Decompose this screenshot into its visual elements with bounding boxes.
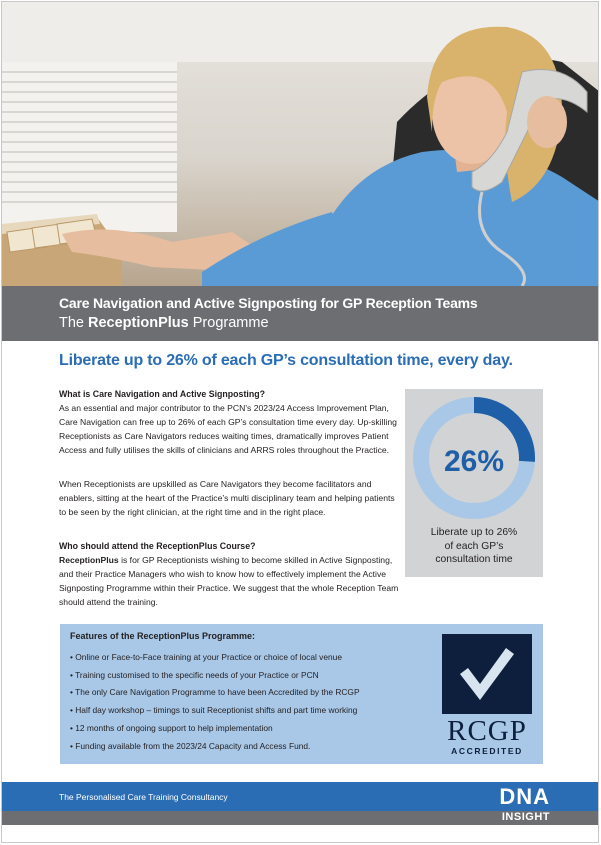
title-band [2,286,599,341]
subtitle-suffix: Programme [188,315,269,331]
features-box [60,624,543,764]
main-title: Care Navigation and Active Signposting for GP Reception Teams [59,295,478,311]
rcgp-accredited-text: ACCREDITED [451,746,523,756]
features-list [70,649,360,755]
subtitle-prefix: The [59,315,89,331]
stat-caption-line: consultation time [435,554,513,566]
flyer-page [1,1,599,843]
section-heading: What is Care Navigation and Active Signposting? [59,389,265,399]
stat-caption-line: Liberate up to 26% [430,527,518,538]
dna-logo-sub: INSIGHT [501,811,550,823]
receptionist-on-phone-photo [2,2,599,286]
section-upskilled [59,477,399,519]
dna-insight-logo [480,785,550,827]
stat-value: 26% [443,445,505,478]
stat-box [405,389,543,577]
tagline: Liberate up to 26% of each GP’s consultation time, every day. [59,352,513,369]
section-body-text: is for GP Receptionists wishing to become skilled in Active Signposting, and their Practice Managers who wish to know how to effectively implement the Active Signposting Programme within their Practice. We suggest that the whole Reception Team should attend the training. [59,555,399,608]
programme-subtitle [59,315,269,331]
stat-caption [405,526,543,567]
feature-item: • 12 months of ongoing support to help implementation [70,722,273,733]
feature-item: • Training customised to the specific needs of your Practice or PCN [70,669,319,680]
section-who-attend [59,539,399,609]
section-body: When Receptionists are upskilled as Care Navigators they become facilitators and enablers, sitting at the heart of the Practice’s multi disciplinary team and helping patients to be seen by the right clinician, at the right time and in the right place. [59,479,395,518]
dna-logo-main: DNA [499,784,550,809]
rcgp-accredited-logo [438,634,536,758]
brand-name: ReceptionPlus [59,555,119,566]
features-heading: Features of the ReceptionPlus Programme: [70,631,256,641]
footer-tagline: The Personalised Care Training Consultancy [59,792,228,802]
feature-item: • Online or Face-to-Face training at your Practice or choice of local venue [70,652,342,662]
section-heading: Who should attend the ReceptionPlus Course? [59,541,256,551]
feature-item: • Funding available from the 2023/24 Capacity and Access Fund. [70,740,311,751]
stat-caption-line: of each GP’s [444,540,504,552]
feature-item: • Half day workshop – timings to suit Receptionist shifts and part time working [70,705,358,716]
receptionist-photo [2,2,599,286]
rcgp-badge [442,634,532,714]
section-body [59,553,399,609]
checkmark-icon [442,634,532,714]
feature-item: • The only Care Navigation Programme to have been Accredited by the RCGP [70,687,360,698]
section-what-is [59,387,399,457]
subtitle-brand: ReceptionPlus [88,315,189,331]
section-body: As an essential and major contributor to the PCN’s 2023/24 Access Improvement Plan, Care Navigation can free up to 26% of each GP’s consultation time every day. Up-skilling Receptionists as Care Navigators reduces waiting times, dramatically improves Patient Access and fully utilises the skills of clinicians and ARRS roles throughout the Practice. [59,403,397,456]
rcgp-text: RCGP [447,715,527,747]
